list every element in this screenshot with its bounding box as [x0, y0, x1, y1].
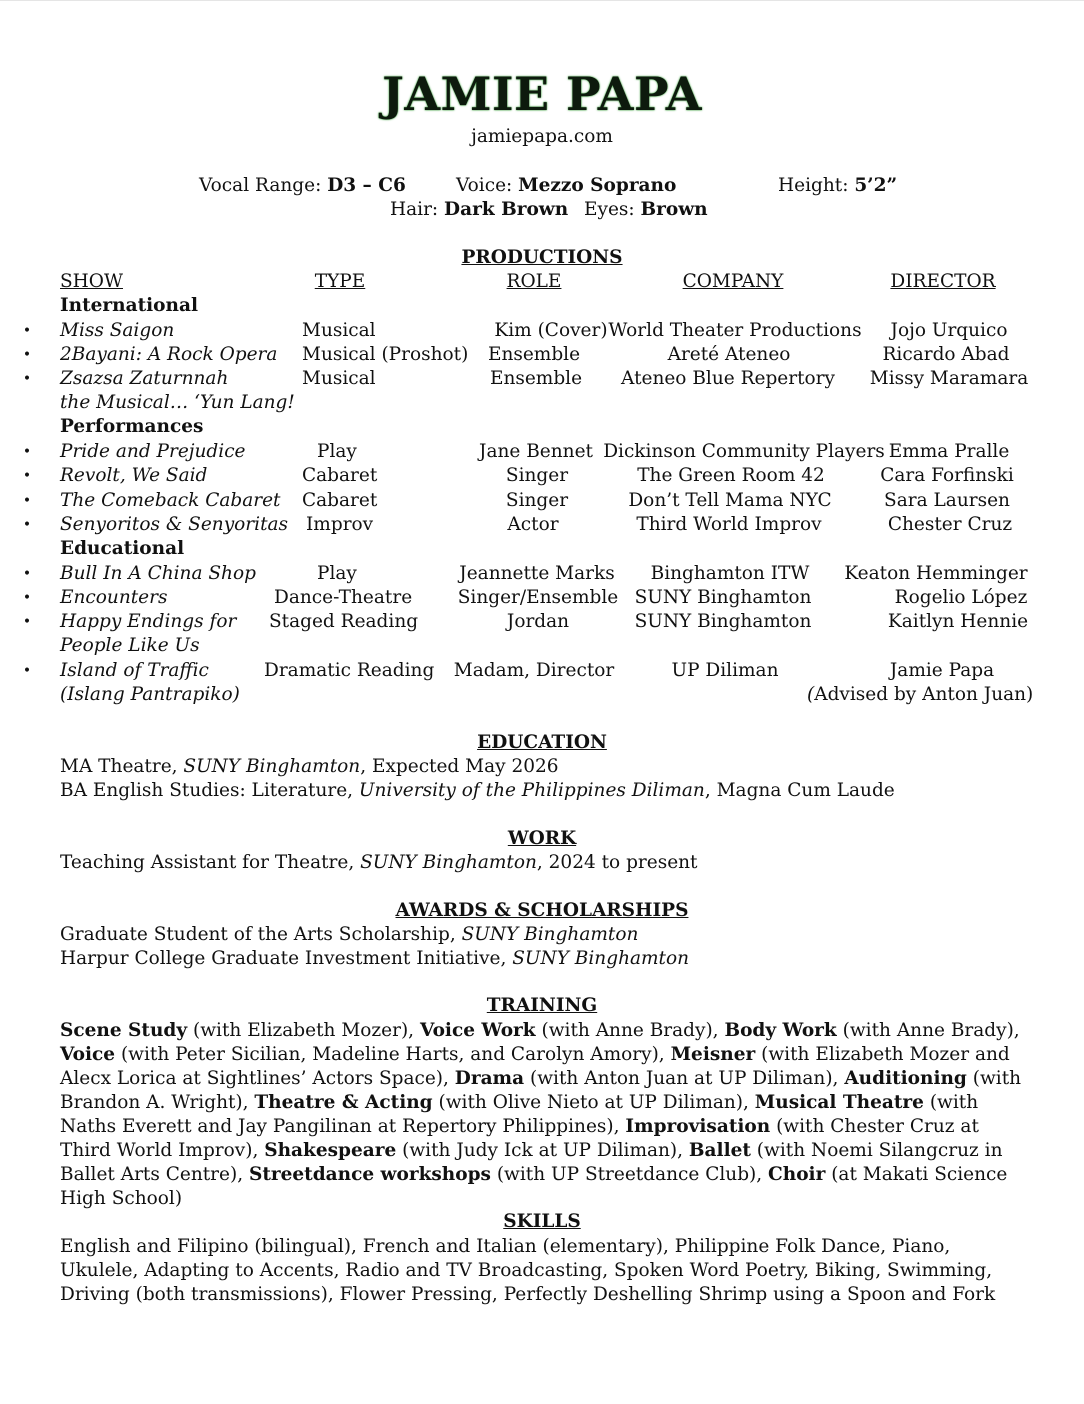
- director: Missy Maramara: [869, 368, 1029, 389]
- production-type: Dramatic Reading: [264, 660, 435, 681]
- education-entry: [60, 756, 559, 777]
- training-detail: (at Makati Science High School): [60, 1164, 1008, 1209]
- eyes: [584, 199, 708, 220]
- role: Kim (Cover): [494, 320, 608, 341]
- website-link[interactable]: jamiepapa.com: [471, 126, 613, 147]
- award-name: Harpur College Graduate Investment Initiative,: [60, 948, 513, 969]
- company: Don’t Tell Mama NYC: [628, 490, 832, 511]
- category-international: International: [60, 295, 198, 316]
- director: Chester Cruz: [887, 514, 1013, 535]
- column-header-role: ROLE: [506, 271, 562, 292]
- training-detail: (with Elizabeth Mozer and Alecx Lorica at Sightlines’ Actors Space),: [60, 1044, 1010, 1089]
- show-title: Zsazsa Zaturnnah: [60, 368, 229, 389]
- show-title: Pride and Prejudice: [60, 441, 246, 462]
- production-type: Musical: [302, 368, 376, 389]
- table-row: [0, 441, 1084, 465]
- table-row: [0, 660, 1084, 684]
- table-row: [0, 514, 1084, 538]
- skills-heading: SKILLS: [503, 1211, 581, 1232]
- award-entry: [60, 924, 638, 945]
- director-note-paren: (: [807, 684, 815, 705]
- company: SUNY Binghamton: [634, 611, 812, 632]
- institution: SUNY Binghamton: [183, 756, 361, 777]
- bullet-icon: •: [22, 371, 32, 387]
- hair: [390, 199, 568, 220]
- bullet-icon: •: [22, 663, 32, 679]
- performer-name: JAMIE PAPA: [382, 67, 702, 121]
- production-type: Play: [317, 441, 357, 462]
- production-type: Cabaret: [302, 490, 378, 511]
- production-type: Improv: [306, 514, 374, 535]
- training-skill: Theatre & Acting: [254, 1092, 433, 1113]
- show-title: Bull In A China Shop: [60, 563, 256, 584]
- institution: University of the Philippines Diliman: [358, 780, 705, 801]
- work-dates: , 2024 to present: [536, 852, 698, 873]
- role: Singer: [505, 490, 569, 511]
- show-title-continued: the Musical… ‘Yun Lang!: [60, 392, 295, 413]
- bullet-icon: •: [22, 323, 32, 339]
- production-type: Cabaret: [302, 465, 378, 486]
- education-heading: EDUCATION: [477, 732, 607, 753]
- production-type: Dance-Theatre: [274, 587, 413, 608]
- director: Keaton Hemminger: [844, 563, 1028, 584]
- hair-value: Dark Brown: [444, 199, 569, 220]
- voice-value: Mezzo Soprano: [518, 175, 677, 196]
- table-row: [0, 563, 1084, 587]
- show-title: 2Bayani: A Rock Opera: [60, 344, 278, 365]
- eyes-label: Eyes:: [584, 199, 641, 220]
- production-type: Musical (Proshot): [302, 344, 469, 365]
- training-skill: Ballet: [688, 1140, 751, 1161]
- training-detail: (with Elizabeth Mozer),: [187, 1020, 420, 1041]
- voice-label: Voice:: [456, 175, 519, 196]
- training-skill: Voice Work: [419, 1020, 536, 1041]
- role: Jordan: [506, 611, 570, 632]
- award-name: Graduate Student of the Arts Scholarship,: [60, 924, 462, 945]
- training-skill: Voice: [60, 1044, 116, 1065]
- height-label: Height:: [778, 175, 855, 196]
- category-performances: Performances: [60, 416, 204, 437]
- table-row: [0, 320, 1084, 344]
- table-row: [0, 587, 1084, 611]
- training-heading: TRAINING: [486, 995, 598, 1016]
- training-skill: Musical Theatre: [754, 1092, 924, 1113]
- show-title: Encounters: [60, 587, 168, 608]
- bullet-icon: •: [22, 347, 32, 363]
- height: [778, 175, 897, 196]
- show-title-continued: People Like Us: [60, 635, 200, 656]
- table-row: [0, 611, 1084, 635]
- bullet-icon: •: [22, 493, 32, 509]
- degree: MA Theatre,: [60, 756, 184, 777]
- work-position: Teaching Assistant for Theatre,: [60, 852, 361, 873]
- director: Cara Forfinski: [880, 465, 1014, 486]
- training-detail: (with Anne Brady),: [836, 1020, 1020, 1041]
- table-row: [0, 490, 1084, 514]
- training-detail: (with Noemi Silangcruz in Ballet Arts Centre),: [60, 1140, 1003, 1185]
- training-skill: Improvisation: [625, 1116, 771, 1137]
- show-title: Revolt, We Said: [60, 465, 208, 486]
- training-skill: Auditioning: [844, 1068, 967, 1089]
- column-header-director: DIRECTOR: [890, 271, 996, 292]
- role: Ensemble: [489, 368, 583, 389]
- column-header-company: COMPANY: [682, 271, 784, 292]
- director: Rogelio López: [894, 587, 1028, 608]
- table-row: [0, 344, 1084, 368]
- director-note-text: Advised by Anton Juan): [814, 684, 1034, 705]
- role: Singer: [505, 465, 569, 486]
- company: World Theater Productions: [608, 320, 862, 341]
- education-entry: [60, 780, 895, 801]
- height-value: 5’2”: [854, 175, 898, 196]
- skills-paragraph: English and Filipino (bilingual), French and Italian (elementary), Philippine Folk Dance, Piano, Ukulele, Adapting to Accents, Radio and TV Broadcasting, Spoken Word Poetry, Biking, Swimming, Driving (both transmissions), Flower Pressing, Perfectly Deshelling Shrimp using a Spoon and Fork: [60, 1236, 996, 1305]
- column-header-type: TYPE: [314, 271, 366, 292]
- director: Jamie Papa: [889, 660, 995, 681]
- role: Singer/Ensemble: [457, 587, 619, 608]
- training-skill: Drama: [454, 1068, 525, 1089]
- column-header-show: SHOW: [60, 271, 123, 292]
- show-title-continued: (Islang Pantrapiko): [60, 684, 240, 705]
- award-institution: SUNY Binghamton: [512, 948, 690, 969]
- role: Jeannette Marks: [459, 563, 615, 584]
- table-row: [0, 465, 1084, 489]
- production-type: Musical: [302, 320, 376, 341]
- training-detail: (with Chester Cruz at Third World Improv),: [60, 1116, 979, 1161]
- company: Areté Ateneo: [667, 344, 791, 365]
- degree-detail: , Expected May 2026: [360, 756, 559, 777]
- director: Jojo Urquico: [890, 320, 1008, 341]
- director: Kaitlyn Hennie: [887, 611, 1029, 632]
- training-skill: Meisner: [670, 1044, 756, 1065]
- award-institution: SUNY Binghamton: [461, 924, 639, 945]
- awards-heading: AWARDS & SCHOLARSHIPS: [395, 900, 689, 921]
- role: Jane Bennet: [479, 441, 593, 462]
- show-title: Senyoritos & Senyoritas: [60, 514, 289, 535]
- productions-heading: PRODUCTIONS: [461, 247, 623, 268]
- training-detail: (with Judy Ick at UP Diliman),: [396, 1140, 689, 1161]
- training-skill: Choir: [768, 1164, 826, 1185]
- award-entry: [60, 948, 689, 969]
- bullet-icon: •: [22, 468, 32, 484]
- show-title: Happy Endings for: [60, 611, 237, 632]
- category-educational: Educational: [60, 538, 185, 559]
- training-skill: Shakespeare: [264, 1140, 397, 1161]
- training-skill: Scene Study: [60, 1020, 188, 1041]
- show-title: Island of Traffic: [60, 660, 209, 681]
- work-entry: [60, 852, 698, 873]
- director: Ricardo Abad: [882, 344, 1010, 365]
- company: SUNY Binghamton: [634, 587, 812, 608]
- degree: BA English Studies: Literature,: [60, 780, 359, 801]
- company: Ateneo Blue Repertory: [621, 368, 835, 389]
- degree-detail: , Magna Cum Laude: [704, 780, 895, 801]
- training-detail: (with Peter Sicilian, Madeline Harts, and Carolyn Amory),: [115, 1044, 671, 1065]
- training-detail: (with Olive Nieto at UP Diliman),: [432, 1092, 755, 1113]
- show-title: Miss Saigon: [60, 320, 175, 341]
- vocal-range-label: Vocal Range:: [199, 175, 328, 196]
- company: UP Diliman: [671, 660, 779, 681]
- company: Third World Improv: [636, 514, 822, 535]
- production-type: Staged Reading: [269, 611, 419, 632]
- work-institution: SUNY Binghamton: [360, 852, 537, 873]
- bullet-icon: •: [22, 444, 32, 460]
- training-detail: (with Naths Everett and Jay Pangilinan at Repertory Philippines),: [60, 1092, 979, 1137]
- vocal-range: [199, 175, 406, 196]
- role: Ensemble: [487, 344, 581, 365]
- work-heading: WORK: [507, 828, 577, 849]
- bullet-icon: •: [22, 590, 32, 606]
- hair-label: Hair:: [390, 199, 445, 220]
- training-skill: Body Work: [724, 1020, 837, 1041]
- role: Madam, Director: [453, 660, 615, 681]
- training-detail: (with Brandon A. Wright),: [60, 1068, 1022, 1113]
- voice-type: [456, 175, 676, 196]
- training-detail: (with Anne Brady),: [535, 1020, 725, 1041]
- show-title: The Comeback Cabaret: [60, 490, 281, 511]
- company: The Green Room 42: [637, 465, 825, 486]
- table-row: [0, 368, 1084, 392]
- director: Emma Pralle: [888, 441, 1010, 462]
- vocal-range-value: D3 – C6: [327, 175, 406, 196]
- role: Actor: [507, 514, 559, 535]
- bullet-icon: •: [22, 517, 32, 533]
- production-type: Play: [317, 563, 357, 584]
- company: Dickinson Community Players: [603, 441, 885, 462]
- training-paragraph: [60, 1019, 1030, 1211]
- director: Sara Laursen: [884, 490, 1010, 511]
- director-note: [807, 684, 1033, 705]
- bullet-icon: •: [22, 566, 32, 582]
- training-skill: Streetdance workshops: [248, 1164, 491, 1185]
- eyes-value: Brown: [640, 199, 708, 220]
- training-detail: (with Anton Juan at UP Diliman),: [524, 1068, 845, 1089]
- training-detail: (with UP Streetdance Club),: [490, 1164, 769, 1185]
- bullet-icon: •: [22, 614, 32, 630]
- company: Binghamton ITW: [650, 563, 810, 584]
